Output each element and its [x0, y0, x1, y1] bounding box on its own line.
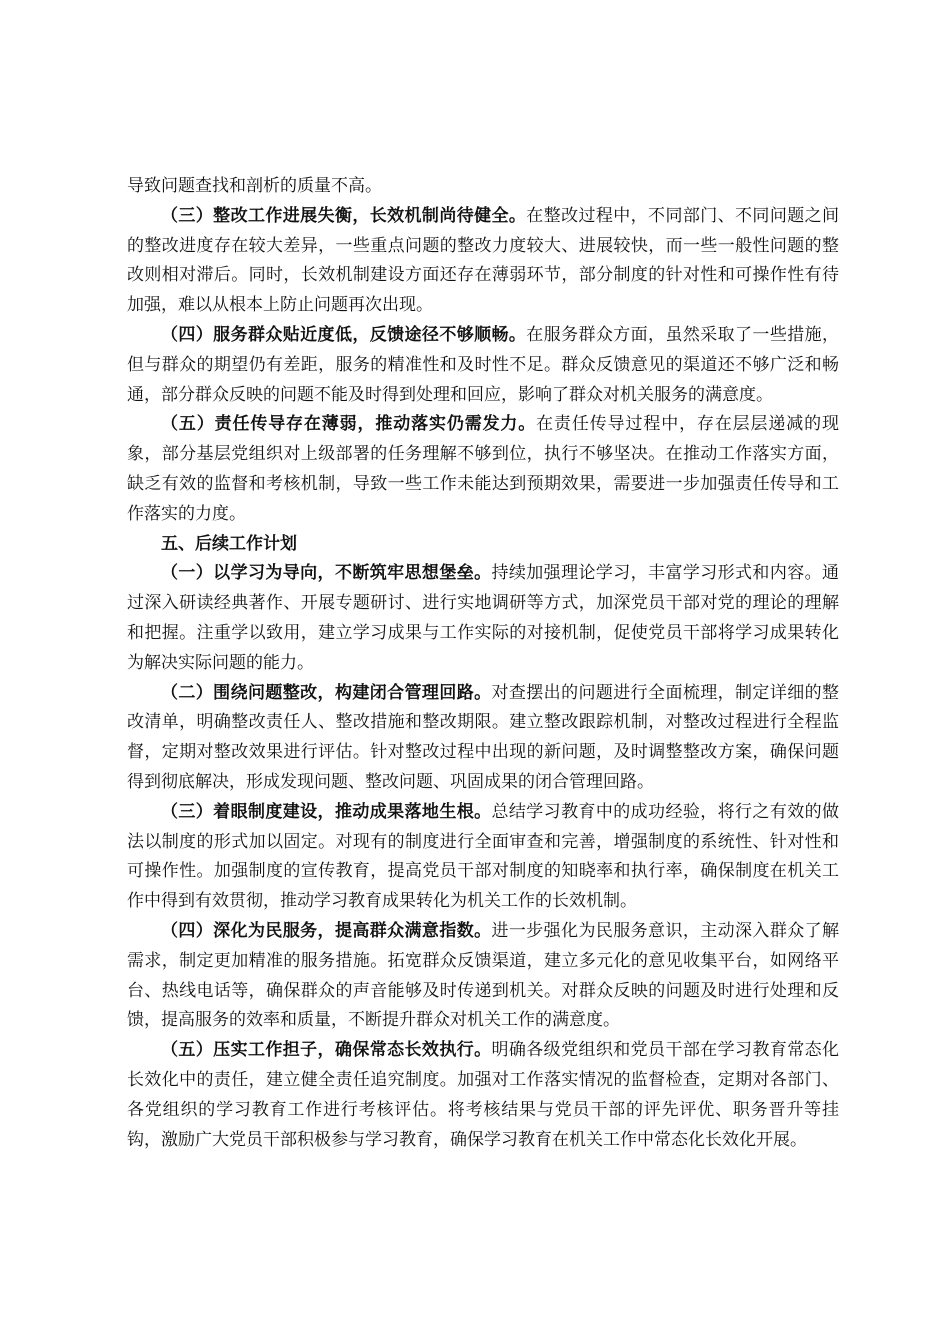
plan-lead: （五）压实工作担子，确保常态长效执行。	[161, 1040, 492, 1061]
plan-body: 明确各级党组织和党员干部在学习教育常态化长效化中的责任，建立健全责任追究制度。加强对工作落实情况的监督检查，定期对各部门、各党组织的学习教育工作进行考核评估。将考核结果与党员干部的评先评优、职务晋升等挂钩，激励广大党员干部积极参与学习教育，确保学习教育在机关工作中常态化长效化开展。	[127, 1040, 839, 1150]
document-body	[127, 172, 839, 1155]
plan-paragraph-5	[127, 1036, 839, 1155]
plan-lead: （一）以学习为导向，不断筑牢思想堡垒。	[161, 563, 492, 584]
plan-paragraph-2	[127, 679, 839, 798]
problem-lead: （四）服务群众贴近度低，反馈途径不够顺畅。	[161, 324, 527, 345]
problem-lead: （三）整改工作进展失衡，长效机制尚待健全。	[161, 205, 527, 226]
continuation-paragraph: 导致问题查找和剖析的质量不高。	[127, 176, 382, 196]
problem-body: 在服务群众方面，虽然采取了一些措施，但与群众的期望仍有差距，服务的精准性和及时性不足。群众反馈意见的渠道还不够广泛和畅通，部分群众反映的问题不能及时得到处理和回应，影响了群众对机关服务的满意度。	[127, 324, 840, 405]
plan-lead: （三）着眼制度建设，推动成果落地生根。	[161, 801, 492, 822]
section-heading: 五、后续工作计划	[161, 533, 297, 554]
plan-body: 总结学习教育中的成功经验，将行之有效的做法以制度的形式加以固定。对现有的制度进行全面审查和完善，增强制度的系统性、针对性和可操作性。加强制度的宣传教育，提高党员干部对制度的知晓率和执行率，确保制度在机关工作中得到有效贯彻，推动学习教育成果转化为机关工作的长效机制。	[127, 801, 839, 912]
plan-paragraph-1	[127, 559, 839, 678]
problem-paragraph-5	[127, 410, 839, 529]
plan-paragraph-4	[127, 917, 839, 1036]
problem-paragraph-4	[127, 321, 839, 410]
plan-lead: （二）围绕问题整改，构建闭合管理回路。	[161, 682, 492, 703]
plan-body: 对查摆出的问题进行全面梳理，制定详细的整改清单，明确整改责任人、整改措施和整改期限。建立整改跟踪机制，对整改过程进行全程监督，定期对整改效果进行评估。针对整改过程中出现的新问题，及时调整整改方案，确保问题得到彻底解决，形成发现问题、整改问题、巩固成果的闭合管理回路。	[127, 682, 839, 792]
problem-paragraph-3	[127, 202, 839, 321]
problem-body: 在整改过程中，不同部门、不同问题之间的整改进度存在较大差异，一些重点问题的整改力度较大、进展较快，而一些一般性问题的整改则相对滞后。同时，长效机制建设方面还存在薄弱环节，部分制度的针对性和可操作性有待加强，难以从根本上防止问题再次出现。	[127, 205, 840, 316]
plan-body: 持续加强理论学习，丰富学习形式和内容。通过深入研读经典著作、开展专题研讨、进行实地调研等方式，加深党员干部对党的理论的理解和把握。注重学以致用，建立学习成果与工作实际的对接机制，促使党员干部将学习成果转化为解决实际问题的能力。	[127, 563, 839, 673]
plan-lead: （四）深化为民服务，提高群众满意指数。	[161, 920, 492, 941]
problem-lead: （五）责任传导存在薄弱，推动落实仍需发力。	[161, 414, 537, 435]
problem-body: 在责任传导过程中，存在层层递减的现象，部分基层党组织对上级部署的任务理解不够到位，执行不够坚决。在推动工作落实方面，缺乏有效的监督和考核机制，导致一些工作未能达到预期效果，需要进一步加强责任传导和工作落实的力度。	[127, 414, 840, 524]
plan-paragraph-3	[127, 798, 839, 917]
plan-body: 进一步强化为民服务意识，主动深入群众了解需求，制定更加精准的服务措施。拓宽群众反馈渠道，建立多元化的意见收集平台，如网络平台、热线电话等，确保群众的声音能够及时传递到机关。对群众反映的问题及时进行处理和反馈，提高服务的效率和质量，不断提升群众对机关工作的满意度。	[127, 920, 839, 1031]
